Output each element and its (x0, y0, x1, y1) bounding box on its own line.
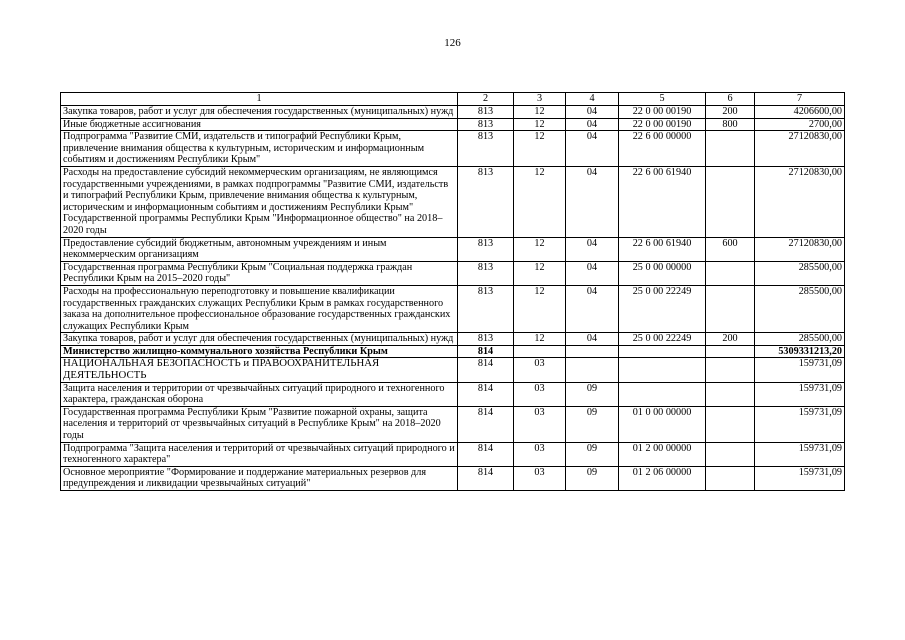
row-subsection: 04 (566, 261, 619, 285)
row-target-article: 01 0 00 00000 (619, 406, 706, 442)
row-expense-type (706, 131, 755, 167)
column-header: 4 (566, 93, 619, 106)
row-subsection: 04 (566, 285, 619, 332)
row-admin-code: 814 (458, 466, 514, 490)
table-row (61, 406, 845, 442)
row-admin-code: 813 (458, 237, 514, 261)
page-number: 126 (444, 37, 461, 49)
row-admin-code: 813 (458, 285, 514, 332)
row-target-article: 01 2 06 00000 (619, 466, 706, 490)
row-section: 03 (514, 358, 566, 382)
row-amount: 27120830,00 (755, 237, 845, 261)
row-subsection: 09 (566, 466, 619, 490)
row-subsection: 09 (566, 442, 619, 466)
table-row (61, 261, 845, 285)
row-admin-code: 813 (458, 118, 514, 131)
table-row (61, 442, 845, 466)
table-row (61, 131, 845, 167)
row-amount: 27120830,00 (755, 131, 845, 167)
row-admin-code: 813 (458, 261, 514, 285)
row-section: 03 (514, 406, 566, 442)
row-section: 03 (514, 442, 566, 466)
row-expense-type (706, 285, 755, 332)
column-header: 5 (619, 93, 706, 106)
row-target-article: 22 6 00 00000 (619, 131, 706, 167)
row-subsection: 04 (566, 118, 619, 131)
row-amount: 159731,09 (755, 358, 845, 382)
row-amount: 2700,00 (755, 118, 845, 131)
row-amount: 5309331213,20 (755, 345, 845, 358)
row-admin-code: 814 (458, 406, 514, 442)
row-subsection: 04 (566, 333, 619, 346)
row-description: Закупка товаров, работ и услуг для обеспечения государственных (муниципальных) нужд (61, 106, 458, 119)
row-description: Государственная программа Республики Крым "Развитие пожарной охраны, защита населения и территорий от чрезвычайных ситуаций в Республике Крым" на 2018–2020 годы (61, 406, 458, 442)
row-subsection: 04 (566, 106, 619, 119)
row-admin-code: 813 (458, 333, 514, 346)
row-amount: 159731,09 (755, 406, 845, 442)
row-target-article: 22 0 00 00190 (619, 118, 706, 131)
row-description: Основное мероприятие "Формирование и поддержание материальных резервов для предупреждения и ликвидации чрезвычайных ситуаций" (61, 466, 458, 490)
row-description: НАЦИОНАЛЬНАЯ БЕЗОПАСНОСТЬ и ПРАВООХРАНИТЕЛЬНАЯ ДЕЯТЕЛЬНОСТЬ (61, 358, 458, 382)
row-amount: 159731,09 (755, 466, 845, 490)
row-description: Иные бюджетные ассигнования (61, 118, 458, 131)
column-header: 2 (458, 93, 514, 106)
row-target-article: 01 2 00 00000 (619, 442, 706, 466)
table-body (61, 106, 845, 491)
row-expense-type (706, 382, 755, 406)
row-section: 12 (514, 106, 566, 119)
row-amount: 159731,09 (755, 382, 845, 406)
row-target-article: 25 0 00 22249 (619, 285, 706, 332)
row-description: Министерство жилищно-коммунального хозяйства Республики Крым (61, 345, 458, 358)
table-row (61, 166, 845, 237)
row-amount: 285500,00 (755, 333, 845, 346)
row-target-article (619, 382, 706, 406)
column-header: 1 (61, 93, 458, 106)
row-subsection (566, 358, 619, 382)
row-description: Защита населения и территории от чрезвычайных ситуаций природного и техногенного характера, гражданская оборона (61, 382, 458, 406)
row-description: Подпрограмма "Защита населения и территорий от чрезвычайных ситуаций природного и техногенного характера" (61, 442, 458, 466)
row-amount: 285500,00 (755, 261, 845, 285)
row-expense-type (706, 406, 755, 442)
row-expense-type: 200 (706, 333, 755, 346)
row-section (514, 345, 566, 358)
row-description: Подпрограмма "Развитие СМИ, издательств и типографий Республики Крым, привлечение внимания общества к культурным, историческим и информационным событиям и достижениям Республики Крым" (61, 131, 458, 167)
row-section: 12 (514, 118, 566, 131)
row-subsection: 04 (566, 166, 619, 237)
row-admin-code: 814 (458, 382, 514, 406)
table-row (61, 382, 845, 406)
row-amount: 285500,00 (755, 285, 845, 332)
row-description: Государственная программа Республики Крым "Социальная поддержка граждан Республики Крым на 2015–2020 годы" (61, 261, 458, 285)
column-header: 3 (514, 93, 566, 106)
row-target-article: 22 6 00 61940 (619, 237, 706, 261)
row-target-article (619, 358, 706, 382)
row-subsection: 09 (566, 406, 619, 442)
table-row (61, 285, 845, 332)
row-subsection: 09 (566, 382, 619, 406)
column-header: 6 (706, 93, 755, 106)
row-section: 12 (514, 285, 566, 332)
row-expense-type (706, 442, 755, 466)
table-row (61, 118, 845, 131)
table-row (61, 358, 845, 382)
row-section: 12 (514, 237, 566, 261)
table-row (61, 106, 845, 119)
table-row (61, 333, 845, 346)
row-amount: 159731,09 (755, 442, 845, 466)
budget-table (60, 92, 845, 491)
row-subsection (566, 345, 619, 358)
row-section: 12 (514, 333, 566, 346)
row-section: 03 (514, 466, 566, 490)
row-section: 12 (514, 131, 566, 167)
row-expense-type (706, 466, 755, 490)
row-expense-type: 200 (706, 106, 755, 119)
row-amount: 27120830,00 (755, 166, 845, 237)
row-admin-code: 814 (458, 358, 514, 382)
row-target-article: 25 0 00 22249 (619, 333, 706, 346)
column-header: 7 (755, 93, 845, 106)
table-row (61, 237, 845, 261)
row-admin-code: 813 (458, 166, 514, 237)
table-header-row (61, 93, 845, 106)
row-target-article (619, 345, 706, 358)
row-target-article: 22 6 00 61940 (619, 166, 706, 237)
row-admin-code: 813 (458, 131, 514, 167)
row-target-article: 22 0 00 00190 (619, 106, 706, 119)
row-amount: 4206600,00 (755, 106, 845, 119)
row-admin-code: 813 (458, 106, 514, 119)
row-expense-type: 800 (706, 118, 755, 131)
row-expense-type (706, 345, 755, 358)
row-expense-type (706, 166, 755, 237)
row-description: Расходы на предоставление субсидий некоммерческим организациям, не являющимся государственными учреждениями, в рамках подпрограммы "Развитие СМИ, издательств и типографий Республики Крым, привлечение внимания общества к культурным, историческим и информационным событиям и достижениям Республики Крым" Государственной программы Республики Крым "Информационное общество" на 2018–2020 годы (61, 166, 458, 237)
table-row (61, 345, 845, 358)
row-admin-code: 814 (458, 442, 514, 466)
row-expense-type (706, 358, 755, 382)
row-section: 03 (514, 382, 566, 406)
row-section: 12 (514, 166, 566, 237)
table-row (61, 466, 845, 490)
row-target-article: 25 0 00 00000 (619, 261, 706, 285)
row-subsection: 04 (566, 131, 619, 167)
row-section: 12 (514, 261, 566, 285)
row-expense-type (706, 261, 755, 285)
row-description: Расходы на профессиональную переподготовку и повышение квалификации государственных гражданских служащих Республики Крым в рамках государственного заказа на дополнительное профессиональное образование государственных гражданских служащих Республики Крым (61, 285, 458, 332)
row-description: Закупка товаров, работ и услуг для обеспечения государственных (муниципальных) нужд (61, 333, 458, 346)
row-subsection: 04 (566, 237, 619, 261)
row-description: Предоставление субсидий бюджетным, автономным учреждениям и иным некоммерческим организациям (61, 237, 458, 261)
row-admin-code: 814 (458, 345, 514, 358)
row-expense-type: 600 (706, 237, 755, 261)
